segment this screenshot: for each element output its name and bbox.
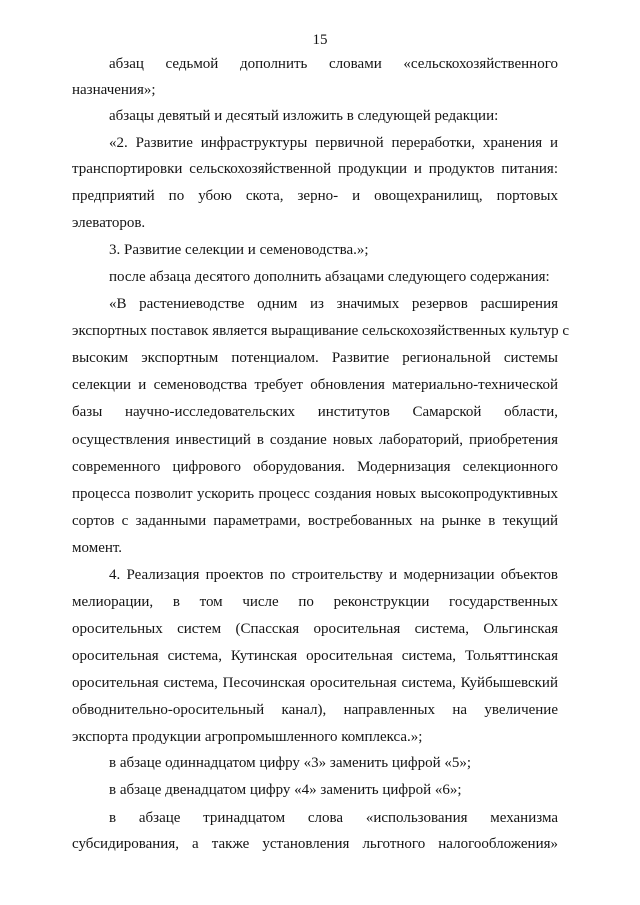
text-line: обводнительно-оросительный канал), направленных на увеличение bbox=[72, 702, 558, 718]
text-line: экспорта продукции агропромышленного комплекса.»; bbox=[72, 729, 423, 745]
text-line: «2. Развитие инфраструктуры первичной переработки, хранения и bbox=[109, 135, 558, 151]
text-line: осуществления инвестиций в создание новых лабораторий, приобретения bbox=[72, 432, 558, 448]
text-line: высоким экспортным потенциалом. Развитие региональной системы bbox=[72, 350, 558, 366]
text-line: абзацы девятый и десятый изложить в следующей редакции: bbox=[109, 108, 499, 124]
text-line: селекции и семеноводства требует обновления материально-технической bbox=[72, 377, 558, 393]
text-line: 3. Развитие селекции и семеноводства.»; bbox=[109, 242, 369, 258]
text-line: элеваторов. bbox=[72, 215, 146, 231]
text-line: базы научно-исследовательских институтов Самарской области, bbox=[72, 404, 558, 420]
text-line: в абзаце одиннадцатом цифру «3» заменить цифрой «5»; bbox=[109, 755, 472, 771]
page-number: 15 bbox=[312, 32, 328, 48]
text-line: абзац седьмой дополнить словами «сельскохозяйственного bbox=[109, 56, 558, 72]
text-line: экспортных поставок является выращивание сельскохозяйственных культур с bbox=[72, 323, 570, 339]
text-line: в абзаце тринадцатом слова «использования механизма bbox=[109, 810, 558, 826]
text-line: момент. bbox=[72, 540, 123, 556]
text-line: 4. Реализация проектов по строительству и модернизации объектов bbox=[109, 567, 558, 583]
text-line: в абзаце двенадцатом цифру «4» заменить цифрой «6»; bbox=[109, 782, 462, 798]
text-line: «В растениеводстве одним из значимых резервов расширения bbox=[109, 296, 558, 312]
text-line: оросительная система, Песочинская оросительная система, Куйбышевский bbox=[72, 675, 558, 691]
text-line: назначения»; bbox=[72, 82, 156, 98]
text-line: процесса позволит ускорить процесс создания новых высокопродуктивных bbox=[72, 486, 558, 502]
text-line: современного цифрового оборудования. Модернизация селекционного bbox=[72, 459, 558, 475]
text-line: мелиорации, в том числе по реконструкции государственных bbox=[72, 594, 558, 610]
text-line: предприятий по убою скота, зерно- и овощехранилищ, портовых bbox=[72, 188, 558, 204]
text-line: оросительная система, Кутинская оросительная система, Тольяттинская bbox=[72, 648, 558, 664]
text-line: субсидирования, а также установления льготного налогообложения» bbox=[72, 836, 558, 852]
text-line: транспортировки сельскохозяйственной продукции и продуктов питания: bbox=[72, 161, 558, 177]
text-line: после абзаца десятого дополнить абзацами следующего содержания: bbox=[109, 269, 550, 285]
text-line: оросительных систем (Спасская оросительная система, Ольгинская bbox=[72, 621, 558, 637]
text-line: сортов с заданными параметрами, востребованных на рынке в текущий bbox=[72, 513, 558, 529]
